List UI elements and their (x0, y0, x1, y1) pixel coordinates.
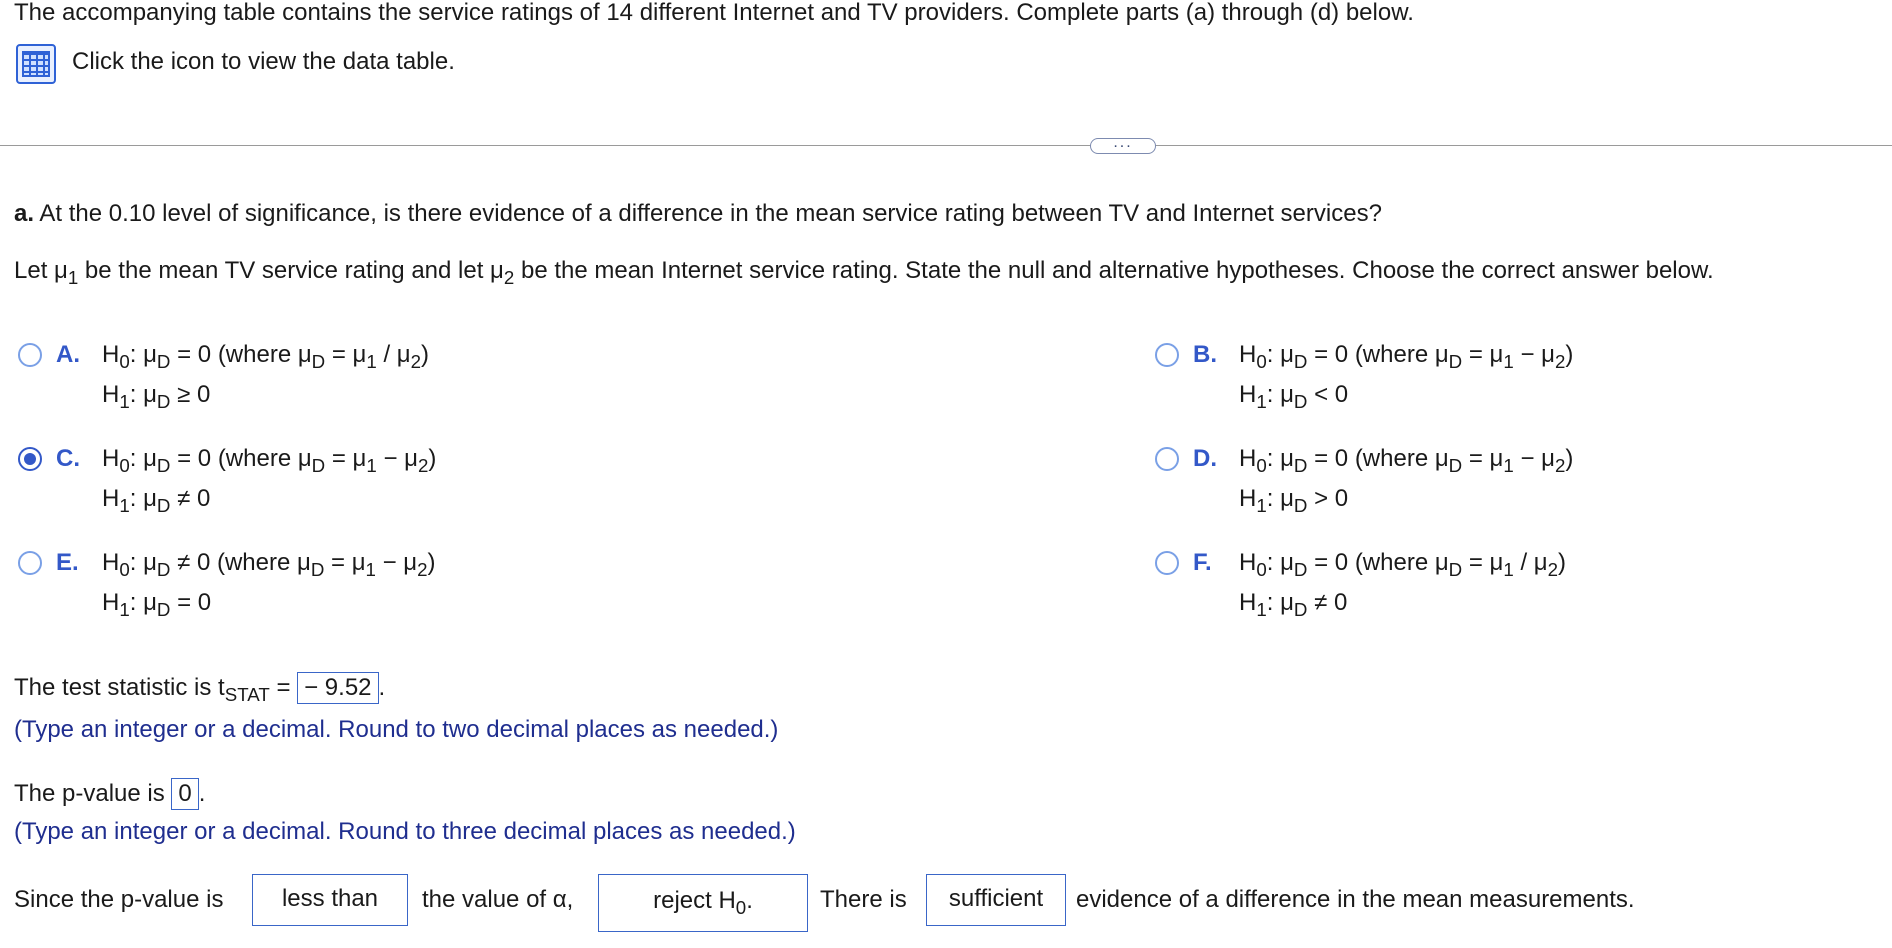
relation: = (177, 445, 192, 472)
equals-sign: = (1468, 549, 1483, 576)
mu-symbol: μ (1541, 445, 1555, 472)
equals-sign: = (331, 341, 346, 368)
h0-text: 0 (where μ (1334, 445, 1449, 472)
equals-sign: = (331, 445, 346, 472)
h-symbol: H (1239, 381, 1257, 408)
p-value-answer[interactable]: 0 (171, 778, 198, 810)
mu-sub: D (156, 350, 171, 372)
equals-sign: = (1468, 341, 1483, 368)
h1-text: ≠ 0 (1314, 589, 1348, 616)
h-symbol: H (1239, 485, 1257, 512)
mu-symbol: μ (143, 485, 157, 512)
mu-sub: 1 (1503, 558, 1514, 580)
option-radio[interactable] (18, 343, 42, 367)
mu-symbol: μ (1489, 445, 1504, 472)
mu-symbol: μ (352, 341, 367, 368)
close-paren: ) (1565, 341, 1574, 368)
option-radio[interactable] (1155, 447, 1179, 471)
mu-sub: D (311, 454, 326, 476)
mu-symbol: μ (1280, 485, 1294, 512)
mu-symbol: μ (1280, 589, 1294, 616)
h-sub: 0 (119, 350, 130, 372)
mu-sub: D (311, 350, 326, 372)
grid-icon (18, 46, 54, 82)
mu-sub: D (1293, 350, 1308, 372)
mu-symbol: μ (1533, 549, 1548, 576)
mu-sub: 2 (1554, 454, 1566, 476)
h-sub: 1 (119, 598, 130, 620)
h-symbol: H (102, 589, 120, 616)
relation: = (1314, 549, 1329, 576)
mu-sub: D (310, 558, 325, 580)
operator: − (1520, 341, 1535, 368)
comparison-dropdown[interactable]: less than (252, 874, 408, 926)
mu-sub: D (1293, 598, 1308, 620)
click-icon-link[interactable]: Click the icon to view the data table. (72, 48, 455, 75)
h-symbol: H (1239, 549, 1257, 576)
instruction-part: be the mean TV service rating and let μ (78, 257, 504, 284)
h0-text: 0 (where μ (196, 549, 311, 576)
h-sub: 1 (119, 494, 130, 516)
colon: : (129, 485, 137, 512)
h0-text: 0 (where μ (197, 445, 312, 472)
mu-sub: 1 (366, 350, 377, 372)
decision-text: reject H (653, 887, 736, 914)
mu-sub: D (1293, 494, 1308, 516)
mu-symbol: μ (143, 341, 157, 368)
part-label: a. (14, 200, 35, 227)
option-letter: D. (1193, 445, 1217, 472)
mu-symbol: μ (1280, 341, 1294, 368)
alternative-hypothesis (102, 380, 210, 410)
mu-symbol: μ (1541, 341, 1555, 368)
mu-symbol: μ (143, 549, 157, 576)
question-a (14, 200, 1382, 228)
alternative-hypothesis (102, 588, 211, 618)
h1-text: = 0 (177, 589, 212, 616)
relation: = (1314, 341, 1329, 368)
mu-symbol: μ (404, 445, 418, 472)
option-letter: F. (1193, 549, 1212, 576)
null-hypothesis (102, 340, 429, 370)
conclusion-text-3: There is (820, 886, 907, 913)
mu-symbol: μ (1280, 549, 1294, 576)
relation: = (1314, 445, 1329, 472)
mu-symbol: μ (1489, 549, 1504, 576)
operator: / (383, 341, 391, 368)
p-value-hint: (Type an integer or a decimal. Round to three decimal places as needed.) (14, 818, 796, 845)
colon: : (1266, 341, 1274, 368)
mu-symbol: μ (1280, 381, 1294, 408)
mu-sub: D (156, 454, 171, 476)
mu-symbol: μ (351, 549, 366, 576)
null-hypothesis (1239, 548, 1566, 578)
option-radio[interactable] (18, 447, 42, 471)
mu-sub: 2 (1547, 558, 1559, 580)
close-paren: ) (1565, 445, 1574, 472)
alternative-hypothesis (1239, 380, 1348, 410)
conclusion-text-1: Since the p-value is (14, 886, 224, 913)
colon: : (129, 341, 137, 368)
h-symbol: H (1239, 341, 1257, 368)
h-sub: 1 (1256, 598, 1267, 620)
instruction-sub: 2 (503, 266, 515, 288)
h1-text: > 0 (1314, 485, 1349, 512)
colon: : (1266, 549, 1274, 576)
p-value-label: The p-value is (14, 780, 165, 807)
equals-sign: = (276, 674, 291, 701)
operator: − (382, 549, 397, 576)
close-paren: ) (421, 341, 430, 368)
mu-symbol: μ (143, 589, 157, 616)
decision-dropdown[interactable] (598, 874, 808, 932)
option-radio[interactable] (1155, 343, 1179, 367)
mu-sub: 2 (417, 558, 428, 580)
h-sub: 0 (119, 454, 130, 476)
mu-sub: 1 (1503, 454, 1514, 476)
mu-sub: D (1293, 454, 1308, 476)
test-stat-label: The test statistic is t (14, 674, 225, 701)
mu-symbol: μ (403, 549, 418, 576)
alternative-hypothesis (1239, 484, 1348, 514)
mu-sub: D (1293, 558, 1308, 580)
null-hypothesis (1239, 340, 1573, 370)
operator: − (383, 445, 398, 472)
close-paren: ) (428, 445, 437, 472)
h-sub: 0 (1256, 454, 1267, 476)
p-value-line (14, 776, 205, 812)
h-sub: 1 (1256, 390, 1267, 412)
h-sub: 1 (1256, 494, 1267, 516)
mu-symbol: μ (396, 341, 411, 368)
colon: : (1266, 485, 1274, 512)
colon: : (129, 589, 137, 616)
mu-sub: 1 (366, 454, 377, 476)
conclusion-text-2: the value of α, (422, 886, 574, 913)
operator: / (1520, 549, 1528, 576)
mu-sub: 2 (417, 454, 429, 476)
mu-sub: D (1448, 350, 1463, 372)
equals-sign: = (1468, 445, 1483, 472)
test-stat-answer[interactable]: − 9.52 (297, 672, 378, 704)
h-symbol: H (102, 381, 120, 408)
option-letter: A. (56, 341, 80, 368)
h-symbol: H (102, 549, 120, 576)
mu-sub: D (156, 390, 171, 412)
evidence-dropdown[interactable]: sufficient (926, 874, 1066, 926)
conclusion-text-4: evidence of a difference in the mean measurements. (1076, 886, 1635, 913)
mu-symbol: μ (143, 381, 157, 408)
equals-sign: = (331, 549, 346, 576)
option-letter: E. (56, 549, 79, 576)
mu-sub: 1 (1503, 350, 1514, 372)
mu-symbol: μ (1280, 445, 1294, 472)
instruction-part: Let μ (14, 257, 68, 284)
h-symbol: H (102, 445, 120, 472)
question-text: At the 0.10 level of significance, is there evidence of a difference in the mean service rating between TV and Internet services? (39, 200, 1382, 227)
close-paren: ) (427, 549, 436, 576)
mu-symbol: μ (352, 445, 367, 472)
h-sub: 0 (1256, 350, 1267, 372)
close-paren: ) (1558, 549, 1567, 576)
instruction-sub: 1 (67, 266, 79, 288)
data-table-icon[interactable] (16, 44, 56, 84)
null-hypothesis (102, 548, 436, 578)
mu-sub: D (1448, 558, 1463, 580)
h-symbol: H (102, 341, 120, 368)
test-stat-sub: STAT (224, 683, 270, 705)
colon: : (129, 445, 137, 472)
h1-text: ≥ 0 (177, 381, 211, 408)
mu-sub: D (156, 494, 171, 516)
period: . (198, 780, 206, 807)
colon: : (1266, 445, 1274, 472)
test-stat-hint: (Type an integer or a decimal. Round to two decimal places as needed.) (14, 716, 779, 743)
operator: − (1520, 445, 1535, 472)
mu-symbol: μ (1489, 341, 1504, 368)
mu-sub: D (1448, 454, 1463, 476)
h-sub: 0 (1256, 558, 1267, 580)
option-letter: B. (1193, 341, 1217, 368)
mu-sub: 2 (1554, 350, 1566, 372)
colon: : (129, 549, 137, 576)
colon: : (1266, 381, 1274, 408)
mu-symbol: μ (143, 445, 157, 472)
instruction-part: be the mean Internet service rating. State the null and alternative hypotheses. Choose the correct answer below. (514, 257, 1714, 284)
alternative-hypothesis (1239, 588, 1347, 618)
h0-text: 0 (where μ (1334, 549, 1449, 576)
colon: : (129, 381, 137, 408)
relation: ≠ (177, 549, 191, 576)
decision-sub: 0 (735, 896, 747, 918)
h1-text: < 0 (1314, 381, 1349, 408)
null-hypothesis (102, 444, 436, 474)
null-hypothesis (1239, 444, 1573, 474)
mu-sub: D (156, 558, 171, 580)
h-symbol: H (102, 485, 120, 512)
h-sub: 1 (119, 390, 130, 412)
option-radio[interactable] (18, 551, 42, 575)
mu-sub: 2 (410, 350, 422, 372)
mu-sub: 1 (365, 558, 376, 580)
alternative-hypothesis (102, 484, 210, 514)
h0-text: 0 (where μ (1334, 341, 1449, 368)
instruction (14, 257, 1714, 288)
h0-text: 0 (where μ (197, 341, 312, 368)
h1-text: ≠ 0 (177, 485, 211, 512)
more-button[interactable]: ... (1090, 138, 1156, 154)
test-statistic-line (14, 670, 385, 706)
mu-sub: D (1293, 390, 1308, 412)
relation: = (177, 341, 192, 368)
colon: : (1266, 589, 1274, 616)
h-symbol: H (1239, 589, 1257, 616)
intro-text: The accompanying table contains the service ratings of 14 different Internet and TV providers. Complete parts (a) through (d) below. (14, 0, 1414, 26)
decision-period: . (746, 887, 753, 914)
option-radio[interactable] (1155, 551, 1179, 575)
section-divider (0, 145, 1892, 146)
period: . (378, 674, 386, 701)
option-letter: C. (56, 445, 80, 472)
h-sub: 0 (119, 558, 130, 580)
h-symbol: H (1239, 445, 1257, 472)
mu-sub: D (156, 598, 171, 620)
